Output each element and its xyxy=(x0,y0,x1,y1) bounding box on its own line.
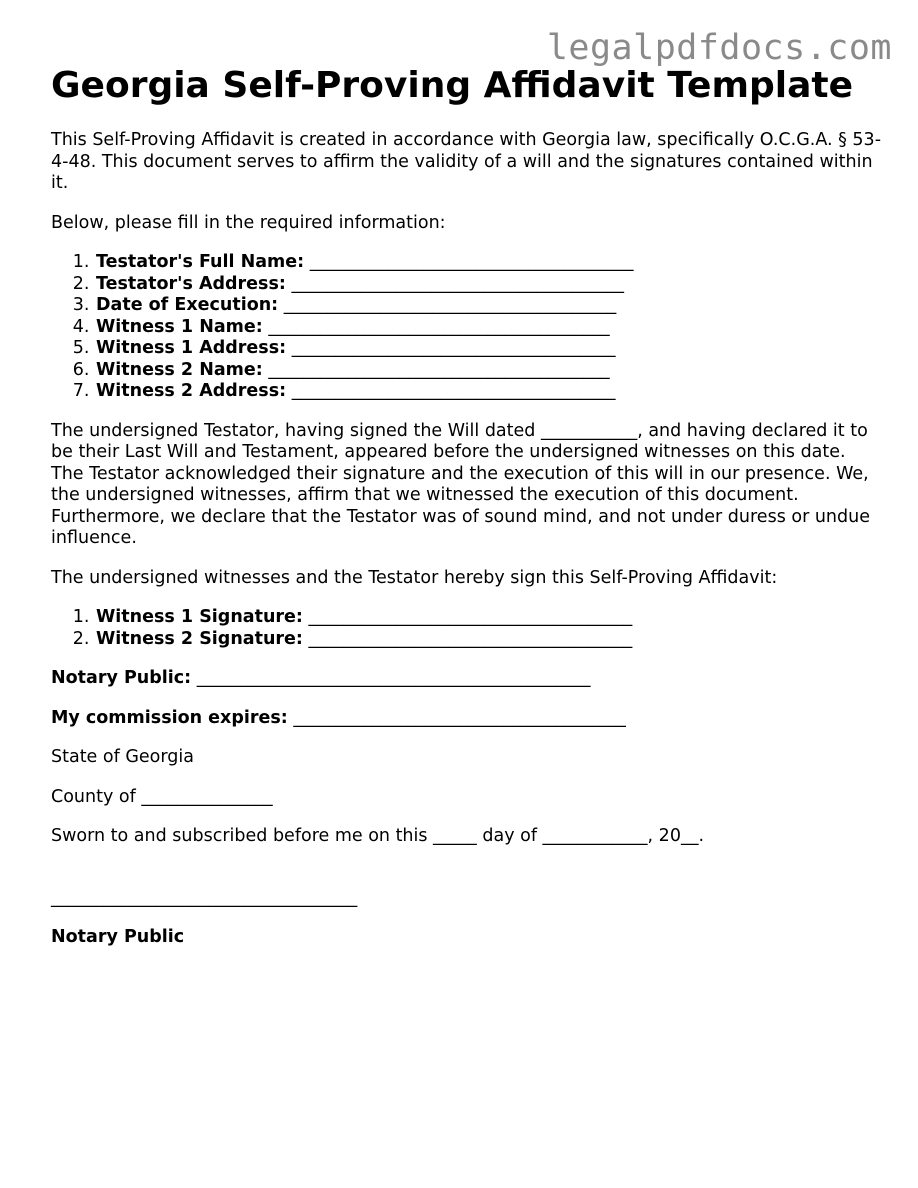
list-item xyxy=(95,629,881,651)
notary-footer-label: Notary Public xyxy=(51,927,185,947)
field-label: Witness 1 Name: xyxy=(96,316,263,337)
fill-blank[interactable]: ______________________________________ xyxy=(291,273,624,294)
notary-signature-line[interactable]: ___________________________________ xyxy=(51,887,358,908)
field-label: Witness 1 Address: xyxy=(96,338,287,358)
list-item xyxy=(95,295,881,317)
commission-line xyxy=(51,708,881,730)
signature-blank[interactable]: _____________________________________ xyxy=(308,607,633,627)
list-item xyxy=(95,607,881,629)
field-label: Witness 2 Address: xyxy=(96,381,287,401)
fill-blank[interactable]: _____________________________________ xyxy=(291,338,616,358)
field-label: Witness 2 Name: xyxy=(96,359,263,380)
required-info-list xyxy=(51,252,881,403)
notary-label: Notary Public: xyxy=(51,668,192,688)
declaration-paragraph: The undersigned Testator, having signed the Will dated ___________, and having declared it to be their Last Will and Testament, appeared before the undersigned witnesses on this date. The Testator acknowledged their signature and the execution of this will in our presence. We, the undersigned witnesses, affirm that we witnessed the execution of this document. Furthermore, we declare that the Testator was of sound mind, and not under duress or undue influence. xyxy=(51,420,870,548)
notary-line xyxy=(51,668,881,690)
signature-intro: The undersigned witnesses and the Testator hereby sign this Self-Proving Affidavit: xyxy=(51,567,778,588)
instruction-text: Below, please fill in the required information: xyxy=(51,212,446,233)
field-label: Testator's Address: xyxy=(96,273,286,294)
list-item xyxy=(95,252,881,274)
commission-blank[interactable]: ______________________________________ xyxy=(293,707,626,728)
signature-list xyxy=(51,607,881,650)
list-item xyxy=(95,274,881,296)
document-title: Georgia Self-Proving Affidavit Template xyxy=(51,65,854,106)
fill-blank[interactable]: _______________________________________ xyxy=(268,359,610,380)
state-line: State of Georgia xyxy=(51,747,194,767)
intro-paragraph: This Self-Proving Affidavit is created in accordance with Georgia law, specifically O.C.G.A. § 53-4-48. This document serves to affirm the validity of a will and the signatures contained within it. xyxy=(51,130,882,193)
list-item xyxy=(95,338,881,360)
document-body xyxy=(51,64,881,967)
watermark-text: legalpdfdocs.com xyxy=(546,28,892,68)
list-item xyxy=(95,360,881,382)
list-item xyxy=(95,317,881,339)
commission-label: My commission expires: xyxy=(51,707,288,728)
signature-label: Witness 1 Signature: xyxy=(96,607,303,627)
signature-blank[interactable]: _____________________________________ xyxy=(308,628,633,649)
list-item xyxy=(95,381,881,403)
fill-blank[interactable]: _______________________________________ xyxy=(268,316,610,337)
fill-blank[interactable]: ______________________________________ xyxy=(283,295,617,315)
signature-label: Witness 2 Signature: xyxy=(96,628,303,649)
field-label: Testator's Full Name: xyxy=(96,252,305,272)
field-label: Date of Execution: xyxy=(96,295,279,315)
sworn-line[interactable]: Sworn to and subscribed before me on this _____ day of ____________, 20__. xyxy=(51,826,705,846)
county-line[interactable]: County of _______________ xyxy=(51,786,273,807)
notary-blank[interactable]: _____________________________________________ xyxy=(196,668,591,688)
fill-blank[interactable]: _____________________________________ xyxy=(291,381,616,401)
fill-blank[interactable]: _____________________________________ xyxy=(309,252,634,272)
